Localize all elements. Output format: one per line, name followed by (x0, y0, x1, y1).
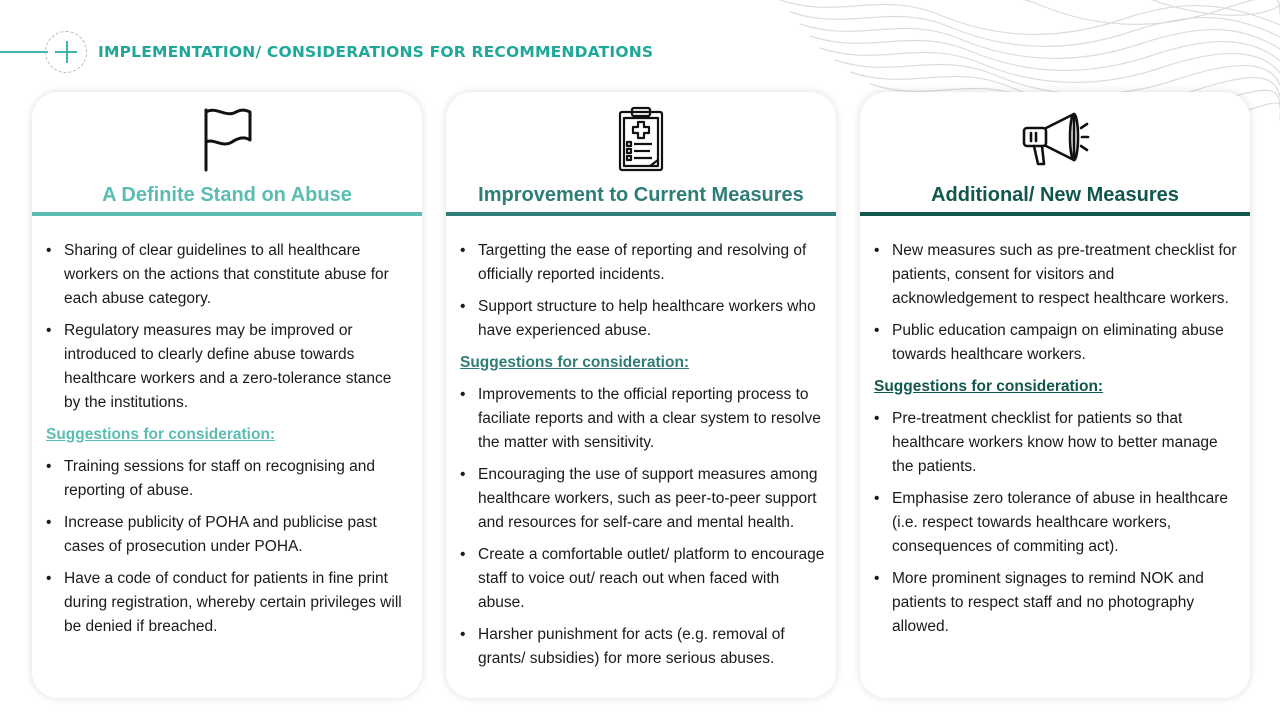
suggestions-list (874, 407, 1240, 639)
flag-icon (192, 104, 262, 174)
card-definite-stand (32, 92, 422, 698)
card-title: Additional/ New Measures (931, 184, 1179, 206)
card-title-underline (860, 212, 1250, 216)
points-list (874, 239, 1240, 367)
suggestions-heading: Suggestions for consideration: (460, 354, 690, 371)
list-item: • Support structure to help healthcare workers who have experienced abuse. (460, 295, 826, 343)
card-title: Improvement to Current Measures (478, 184, 804, 206)
page-title: IMPLEMENTATION/ CONSIDERATIONS FOR RECOMMENDATIONS (98, 43, 654, 61)
suggestions-heading: Suggestions for consideration: (46, 426, 276, 443)
list-item: • Create a comfortable outlet/ platform to encourage staff to voice out/ reach out when faced with abuse. (460, 543, 826, 615)
card-title-underline (446, 212, 836, 216)
card-body (46, 239, 412, 647)
list-item: • New measures such as pre-treatment checklist for patients, consent for visitors and acknowledgement to respect healthcare workers. (874, 239, 1240, 311)
clipboard-icon (606, 104, 676, 174)
list-item: • Regulatory measures may be improved or introduced to clearly define abuse towards healthcare workers and a zero-tolerance stance by the institutions. (46, 319, 412, 415)
card-body (460, 239, 826, 679)
list-item: • Targetting the ease of reporting and resolving of officially reported incidents. (460, 239, 826, 287)
points-list (46, 239, 412, 415)
list-item: • Increase publicity of POHA and publicise past cases of prosecution under POHA. (46, 511, 412, 559)
header-accent-line (0, 51, 48, 53)
card-additional-measures (860, 92, 1250, 698)
plus-badge-icon (45, 31, 87, 73)
suggestions-list (46, 455, 412, 639)
list-item: • Emphasise zero tolerance of abuse in healthcare (i.e. respect towards healthcare workers, consequences of commiting act). (874, 487, 1240, 559)
suggestions-list (460, 383, 826, 671)
list-item: • Harsher punishment for acts (e.g. removal of grants/ subsidies) for more serious abuses. (460, 623, 826, 671)
list-item: • Improvements to the official reporting process to faciliate reports and with a clear system to resolve the matter with sensitivity. (460, 383, 826, 455)
list-item: • Training sessions for staff on recognising and reporting of abuse. (46, 455, 412, 503)
megaphone-icon (1020, 104, 1090, 174)
card-improvement (446, 92, 836, 698)
card-title: A Definite Stand on Abuse (102, 184, 352, 206)
card-title-underline (32, 212, 422, 216)
list-item: • Have a code of conduct for patients in fine print during registration, whereby certain privileges will be denied if breached. (46, 567, 412, 639)
list-item: • Sharing of clear guidelines to all healthcare workers on the actions that constitute abuse for each abuse category. (46, 239, 412, 311)
list-item: • Encouraging the use of support measures among healthcare workers, such as peer-to-peer support and resources for self-care and mental health. (460, 463, 826, 535)
list-item: • Pre-treatment checklist for patients so that healthcare workers know how to better manage the patients. (874, 407, 1240, 479)
list-item: • More prominent signages to remind NOK and patients to respect staff and no photography allowed. (874, 567, 1240, 639)
points-list (460, 239, 826, 343)
suggestions-heading: Suggestions for consideration: (874, 378, 1104, 395)
card-body (874, 239, 1240, 647)
list-item: • Public education campaign on eliminating abuse towards healthcare workers. (874, 319, 1240, 367)
